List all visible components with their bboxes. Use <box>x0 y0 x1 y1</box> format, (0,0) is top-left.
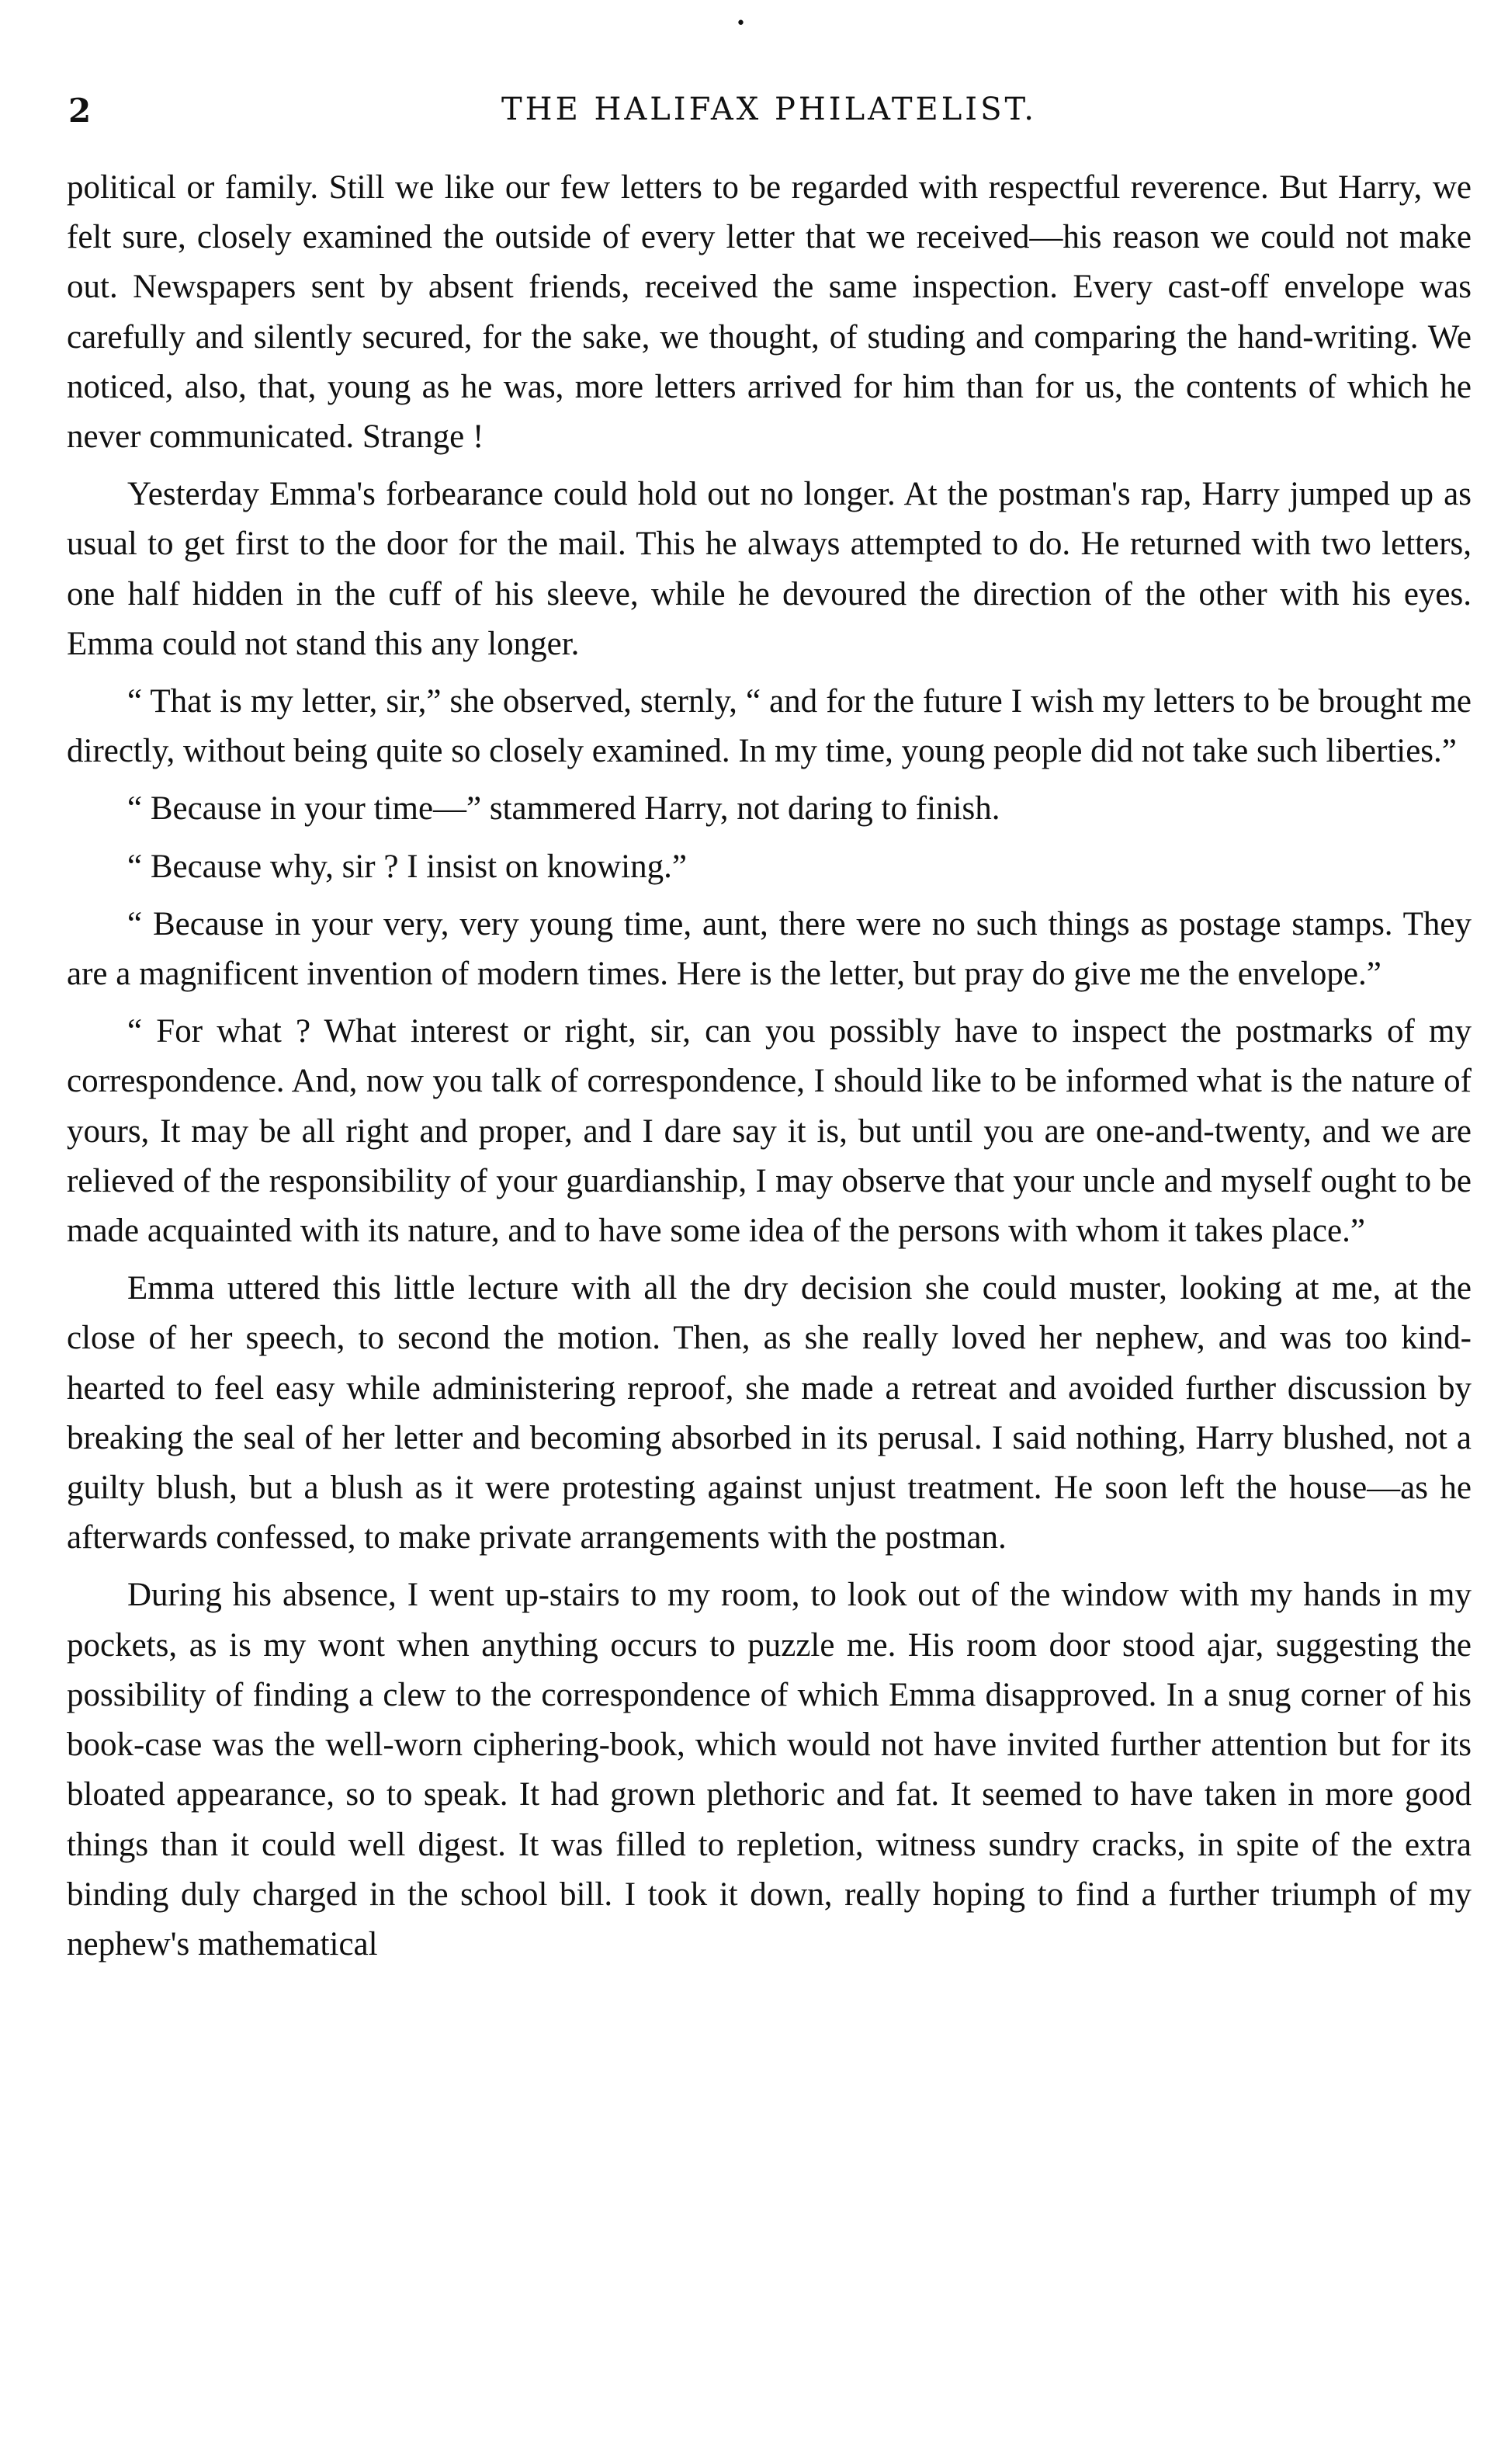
book-page <box>67 0 1472 2464</box>
page-header <box>67 92 1472 138</box>
paragraph-7: “ For what ? What interest or right, sir, can you possibly have to inspect the postmarks of my correspondence. And, now you talk of correspondence, I should like to be informed what is the nature of yours, It may be all right and proper, and I dare say it is, but until you are one-and-twenty, and we are relieved of the responsibility of your guardianship, I may observe that your uncle and myself ought to be made acquainted with its nature, and to have some idea of the persons with whom it takes place.” <box>67 1013 1472 1250</box>
paragraph-3: “ That is my letter, sir,” she observed, sternly, “ and for the future I wish my letters to be brought me directly, without being quite so closely examined. In my time, young people did not take such liberties.” <box>67 683 1472 770</box>
body-text <box>67 163 1472 1977</box>
paragraph-5: “ Because why, sir ? I insist on knowing.” <box>127 848 687 885</box>
printer-mark: • <box>736 14 746 33</box>
paragraph-2: Yesterday Emma's forbearance could hold out no longer. At the postman's rap, Harry jumped up as usual to get first to the door for the mail. This he always attempted to do. He returned with two letters, one half hidden in the cuff of his sleeve, while he devoured the direction of the other with his eyes. Emma could not stand this any longer. <box>67 476 1472 662</box>
paragraph-9: During his absence, I went up-stairs to my room, to look out of the window with my hands in my pockets, as is my wont when anything occurs to puzzle me. His room door stood ajar, suggesting the possibility of finding a clew to the correspondence of which Emma disapproved. In a snug corner of his book-case was the well-worn ciphering-book, which would not have invited further attention but for its bloated appearance, so to speak. It had grown plethoric and fat. It seemed to have taken in more good things than it could well digest. It was filled to repletion, witness sundry cracks, in spite of the extra binding duly charged in the school bill. I took it down, really hoping to find a further triumph of my nephew's mathematical <box>67 1577 1472 1963</box>
page-number: 2 <box>68 92 92 130</box>
paragraph-4: “ Because in your time—” stammered Harry, not daring to finish. <box>127 790 1000 828</box>
paragraph-6: “ Because in your very, very young time, aunt, there were no such things as postage stamps. They are a magnificent invention of modern times. Here is the letter, but pray do give me the envelope.” <box>67 905 1472 993</box>
running-title: THE HALIFAX PHILATELIST. <box>501 92 1037 127</box>
paragraph-1: political or family. Still we like our few letters to be regarded with respectful reverence. But Harry, we felt sure, closely examined the outside of every letter that we received—his reason we could not make out. Newspapers sent by absent friends, received the same inspection. Every cast-off envelope was carefully and silently secured, for the sake, we thought, of studing and comparing the hand-writing. We noticed, also, that, young as he was, more letters arrived for him than for us, the contents of which he never communicated. Strange ! <box>67 169 1472 456</box>
paragraph-8: Emma uttered this little lecture with all the dry decision she could muster, looking at me, at the close of her speech, to second the motion. Then, as she really loved her nephew, and was too kind-hearted to feel easy while administering reproof, she made a retreat and avoided further discussion by breaking the seal of her letter and becoming absorbed in its perusal. I said nothing, Harry blushed, not a guilty blush, but a blush as it were protesting against unjust treatment. He soon left the house—as he afterwards confessed, to make private arrangements with the postman. <box>67 1270 1472 1556</box>
